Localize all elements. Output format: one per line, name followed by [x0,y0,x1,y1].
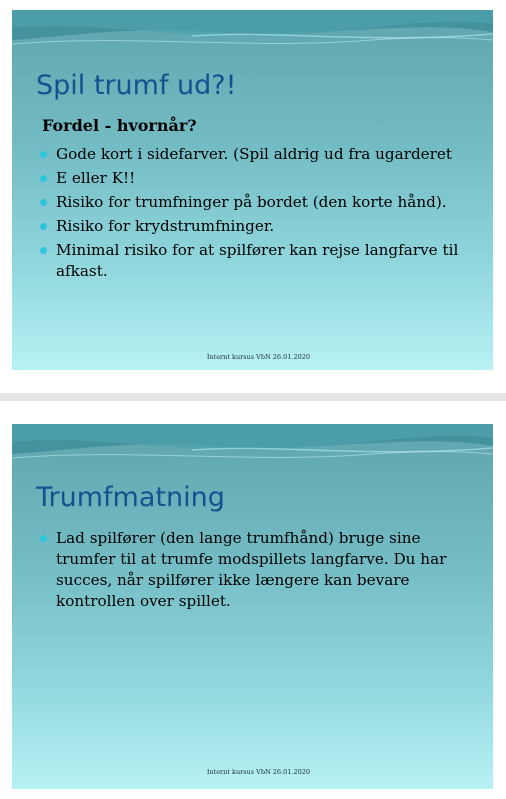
list-item [40,192,480,213]
slide-subheading: Fordel - hvornår? [42,116,197,135]
bullet-list [40,144,480,285]
list-item [40,216,480,237]
bullet-icon [40,175,47,182]
bullet-list [40,528,480,615]
bullet-icon [40,199,47,206]
slide-title: Trumfmatning [36,482,225,513]
bullet-text: Gode kort i sidefarver. (Spil aldrig ud fra ugarderet [56,145,453,163]
bullet-text: Risiko for krydstrumfninger. [56,217,275,235]
bullet-text: Lad spilfører (den lange trumfhånd) bruge sine trumfer til at trumfe modspillets langfarve. Du har succes, når spilfører ikke længere kan bevare kontrollen over spillet. [56,529,447,610]
page-divider [0,393,506,401]
bullet-icon [40,223,47,230]
bullet-text: E eller K!! [56,169,136,187]
slide-1 [12,10,493,370]
bullet-icon [40,151,47,158]
bullet-icon [40,247,47,254]
slide-2 [12,424,493,789]
slide-footer: Internt kursus VbN 26.01.2020 [206,353,310,361]
list-item [40,240,480,282]
slide-footer: Internt kursus VbN 26.01.2020 [206,768,310,776]
bullet-icon [40,535,47,542]
slide-header-wave [12,424,493,484]
list-item [40,168,480,189]
bullet-text: Minimal risiko for at spilfører kan rejse langfarve til afkast. [56,241,459,280]
bullet-text: Risiko for trumfninger på bordet (den korte hånd). [56,193,447,211]
list-item [40,144,480,165]
slide-title: Spil trumf ud?! [36,70,237,101]
slide-header-wave [12,10,493,70]
list-item [40,528,480,612]
